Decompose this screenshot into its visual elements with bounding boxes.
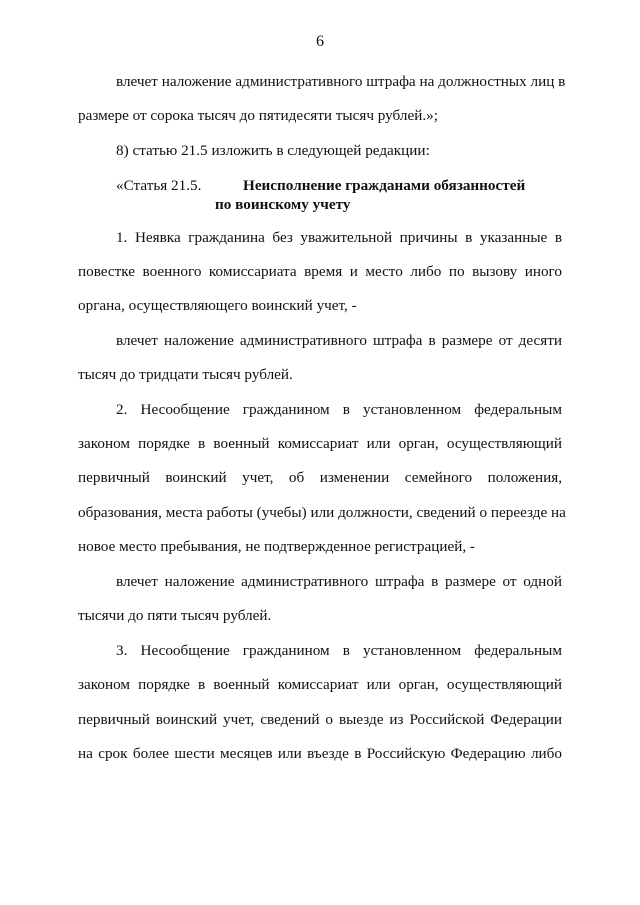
text-line: новое место пребывания, не подтвержденное регистрацией, - (78, 538, 475, 555)
text-line: размере от сорока тысяч до пятидесяти тысяч рублей.»; (78, 107, 438, 124)
article-heading (116, 176, 525, 214)
text-line: влечет наложение административного штрафа в размере от десяти (116, 332, 562, 349)
article-title-continued: по воинскому учету (215, 196, 351, 213)
text-line: влечет наложение административного штрафа на должностных лиц в (116, 73, 566, 90)
text-line: 2. Несообщение гражданином в установленном федеральным (116, 401, 562, 418)
text-line: тысяч до тридцати тысяч рублей. (78, 366, 293, 383)
text-line: законом порядке в военный комиссариат или орган, осуществляющий (78, 435, 562, 452)
text-line: на срок более шести месяцев или въезде в Российскую Федерацию либо (78, 745, 562, 762)
text-line: первичный воинский учет, сведений о выезде из Российской Федерации (78, 711, 562, 728)
text-line: повестке военного комиссариата время и место либо по вызову иного (78, 263, 562, 280)
article-number: «Статья 21.5. (116, 177, 202, 194)
text-line: образования, места работы (учебы) или должности, сведений о переезде на (78, 504, 566, 521)
article-title: Неисполнение гражданами обязанностей (243, 177, 526, 194)
text-line: 3. Несообщение гражданином в установленном федеральным (116, 642, 562, 659)
text-line: тысячи до пяти тысяч рублей. (78, 607, 272, 624)
text-line: первичный воинский учет, об изменении семейного положения, (78, 469, 562, 486)
text-line: влечет наложение административного штрафа в размере от одной (116, 573, 562, 590)
text-line: 1. Неявка гражданина без уважительной причины в указанные в (116, 229, 562, 246)
page-number: 6 (316, 33, 324, 50)
text-line: законом порядке в военный комиссариат или орган, осуществляющий (78, 676, 562, 693)
text-line: 8) статью 21.5 изложить в следующей редакции: (116, 142, 430, 159)
text-line: органа, осуществляющего воинский учет, - (78, 297, 357, 314)
